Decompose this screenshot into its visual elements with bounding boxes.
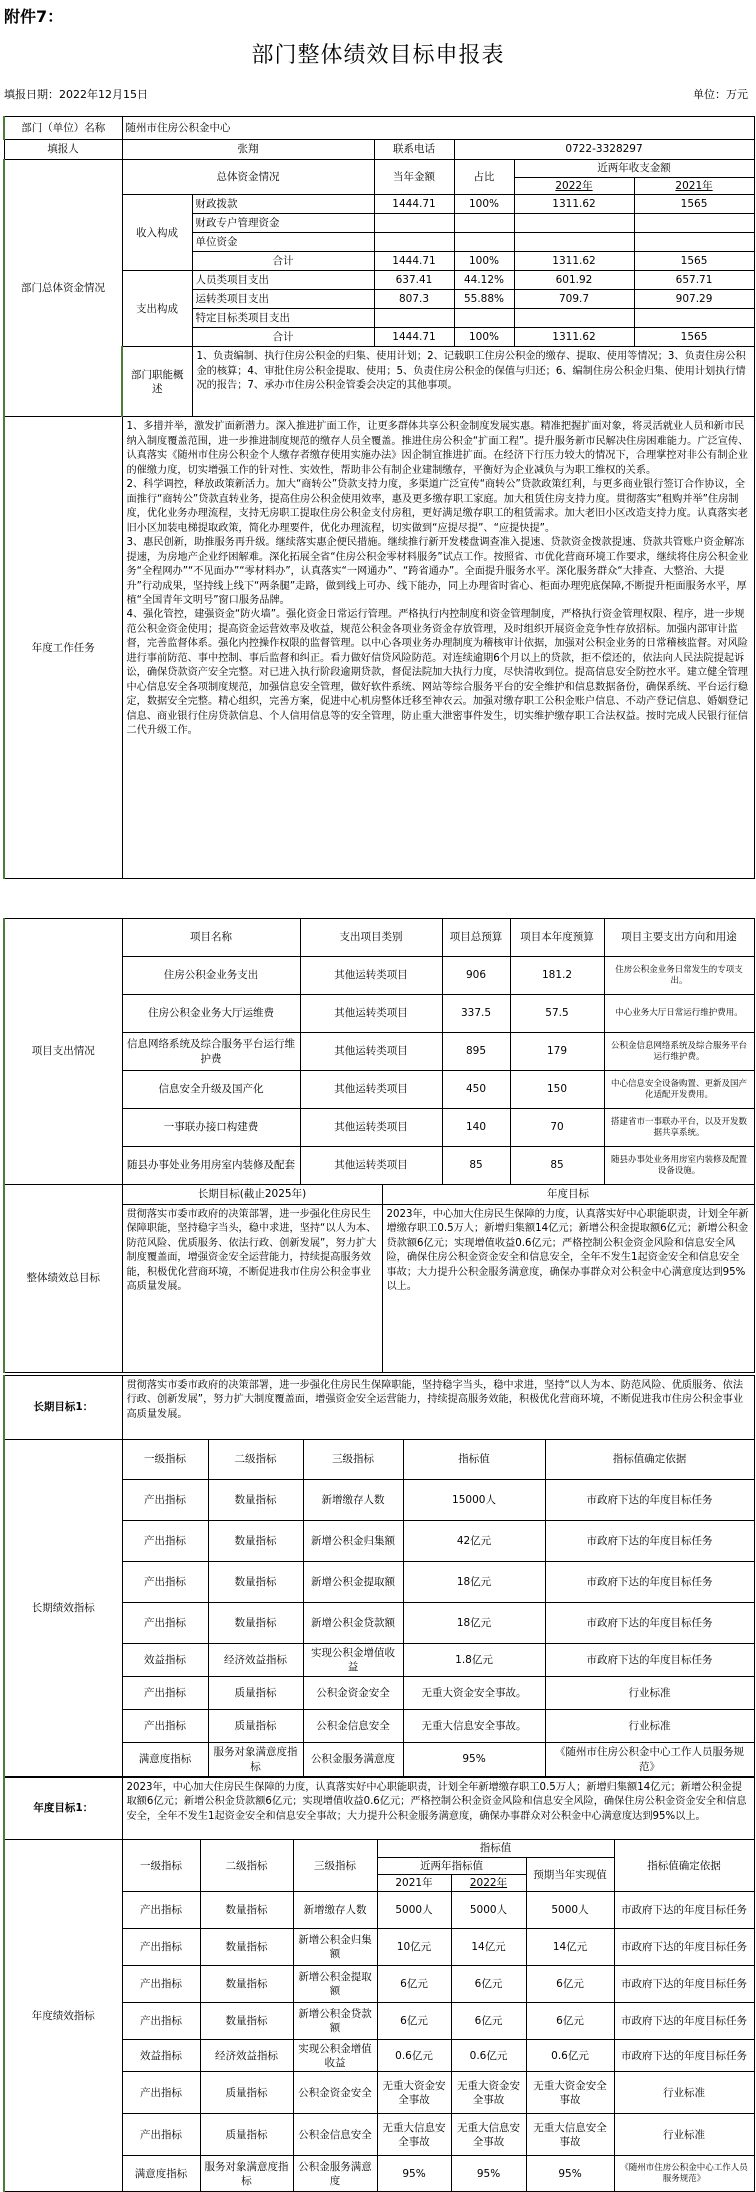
project-name: 一事联办接口构建费 [122, 1109, 300, 1147]
indicator-value: 无重大信息安全事故。 [403, 1710, 545, 1743]
indicator-basis: 市政府下达的年度目标任务 [545, 1521, 754, 1562]
project-type: 其他运转类项目 [300, 1071, 442, 1109]
indicator-basis: 行业标准 [545, 1677, 754, 1710]
level1-header: 一级指标 [122, 1840, 200, 1892]
indicator-basis: 《随州市住房公积金中心工作人员服务规范》 [614, 2156, 754, 2192]
level3: 新增公积金归集额 [303, 1521, 403, 1562]
income-2022 [514, 214, 634, 233]
income-2022: 1311.62 [514, 252, 634, 271]
long-goal-row [4, 1376, 754, 1440]
level1: 产出指标 [122, 1892, 200, 1929]
project-name-header: 项目名称 [122, 919, 300, 957]
value-plan: 14亿元 [526, 1929, 614, 1966]
project-year: 150 [510, 1071, 604, 1109]
project-year: 57.5 [510, 995, 604, 1033]
value-2022: 无重大资金安全事故 [451, 2072, 526, 2114]
level1: 产出指标 [122, 1603, 208, 1644]
expense-ratio: 44.12% [454, 271, 514, 290]
indicator-basis: 市政府下达的年度目标任务 [545, 1603, 754, 1644]
expense-2021: 657.71 [634, 271, 754, 290]
level2: 质量指标 [200, 2072, 293, 2114]
income-amount [374, 233, 454, 252]
expense-name: 人员类项目支出 [192, 271, 374, 290]
project-name: 住房公积金业务支出 [122, 957, 300, 995]
value-header: 指标值 [403, 1440, 545, 1480]
year-2022-header: 2022年 [451, 1875, 526, 1892]
level2: 质量指标 [200, 2114, 293, 2156]
level3: 公积金信息安全 [293, 2114, 377, 2156]
project-type: 其他运转类项目 [300, 1033, 442, 1071]
year-2021-header: 2021年 [377, 1875, 451, 1892]
project-total: 337.5 [442, 995, 510, 1033]
indicator-value: 42亿元 [403, 1521, 545, 1562]
duty-text: 1、负责编制、执行住房公积金的归集、使用计划；2、记载职工住房公积金的缴存、提取、使用等情况；3、负责住房公积金的核算；4、审批住房公积金提取、使用；5、负责住房公积金的保值与归还；6、编制住房公积金归集、使用计划执行情况的报告；7、承办市住房公积金管委会决定的其他事项。 [192, 347, 754, 417]
indicator-value: 无重大资金安全事故。 [403, 1677, 545, 1710]
expense-ratio: 55.88% [454, 290, 514, 309]
funds-amount-header: 当年金额 [374, 160, 454, 195]
indicator-basis: 行业标准 [614, 2114, 754, 2156]
income-2021: 1565 [634, 252, 754, 271]
project-dir: 中心业务大厅日常运行维护费用。 [604, 995, 754, 1033]
level3: 实现公积金增值收益 [303, 1644, 403, 1677]
long-goal-label: 长期目标1： [4, 1376, 122, 1440]
long-goal-text: 贯彻落实市委市政府的决策部署，进一步强化住房民生保障职能，坚持稳字当头，稳中求进，坚持“以人为本、防范风险、优质服务、依法行政、创新发展”，努力扩大制度覆盖面，增强资金安全运营能力，持续提高服务效能，积极优化营商环境，不断促进我市住房公积金事业高质量发展。 [122, 1376, 754, 1440]
level2: 数量指标 [200, 2003, 293, 2040]
level1: 产出指标 [122, 2003, 200, 2040]
overall-label: 整体绩效总目标 [4, 1185, 122, 1373]
level3: 新增缴存人数 [293, 1892, 377, 1929]
value-2021: 0.6亿元 [377, 2040, 451, 2072]
income-2021 [634, 214, 754, 233]
level2-header: 二级指标 [200, 1840, 293, 1892]
indicator-value: 18亿元 [403, 1603, 545, 1644]
income-ratio: 100% [454, 252, 514, 271]
level1: 满意度指标 [122, 2156, 200, 2192]
overall-header-row [4, 1185, 754, 1205]
value-2021: 无重大资金安全事故 [377, 2072, 451, 2114]
year-goal-row [4, 1778, 754, 1840]
value-plan: 6亿元 [526, 2003, 614, 2040]
value-2022: 95% [451, 2156, 526, 2192]
project-year: 70 [510, 1109, 604, 1147]
expense-name: 合计 [192, 328, 374, 347]
level2: 数量指标 [208, 1603, 303, 1644]
income-amount [374, 214, 454, 233]
project-type: 其他运转类项目 [300, 1109, 442, 1147]
level3: 新增公积金贷款额 [303, 1603, 403, 1644]
basis-header: 指标值确定依据 [614, 1840, 754, 1892]
expense-2021: 1565 [634, 328, 754, 347]
project-dir: 搭建省市一事联办平台，以及开发数据共享系统。 [604, 1109, 754, 1147]
year-goal-text: 2023年，中心加大住房民生保障的力度，认真落实好中心职能职责，计划全年新增缴存职工0.5万人；新增归集额14亿元；新增公积金提取额6亿元；新增公积金贷款额6亿元；实现增值收益0.6亿元；严格控制公积金资金风险和信息安全风险，确保住房公积金资金安全和信息安全，全年不发生1起资金安全和信息安全事故；大力提升公积金服务满意度，确保办事群众对公积金中心满意度达到95%以上。 [122, 1778, 754, 1840]
expense-amount: 637.41 [374, 271, 454, 290]
level2: 质量指标 [208, 1677, 303, 1710]
indicator-basis: 市政府下达的年度目标任务 [614, 2040, 754, 2072]
main-table [3, 116, 755, 879]
income-ratio [454, 214, 514, 233]
recent-header: 近两年指标值 [377, 1858, 526, 1875]
level3: 公积金资金安全 [303, 1677, 403, 1710]
indicator-basis: 市政府下达的年度目标任务 [614, 1966, 754, 2003]
dept-label: 部门（单位）名称 [4, 117, 122, 140]
project-total: 906 [442, 957, 510, 995]
annex-label: 附件7： [4, 7, 64, 26]
value-2021: 10亿元 [377, 1929, 451, 1966]
expense-2022: 1311.62 [514, 328, 634, 347]
level3: 公积金服务满意度 [293, 2156, 377, 2192]
project-total: 85 [442, 1147, 510, 1185]
income-ratio: 100% [454, 195, 514, 214]
year-goal-table [3, 1777, 755, 2192]
projects-label: 项目支出情况 [4, 919, 122, 1185]
project-dir: 住房公积金业务日常发生的专项支出。 [604, 957, 754, 995]
long-term-text: 贯彻落实市委市政府的决策部署，进一步强化住房民生保障职能，坚持稳字当头，稳中求进，坚持“以人为本、防范风险、优质服务、依法行政、创新发展”，努力扩大制度覆盖面，增强资金安全运营能力，持续提高服务效能，积极优化营商环境，不断促进我市住房公积金事业高质量发展。 [122, 1205, 382, 1373]
project-year: 179 [510, 1033, 604, 1071]
year-indicator-label: 年度绩效指标 [4, 1840, 122, 2192]
project-dir: 中心信息安全设备购置、更新及国产化适配开发费用。 [604, 1071, 754, 1109]
expense-2021 [634, 309, 754, 328]
project-type: 其他运转类项目 [300, 957, 442, 995]
plan-header: 预期当年实现值 [526, 1858, 614, 1892]
value-2021: 6亿元 [377, 2003, 451, 2040]
fill-date: 填报日期：2022年12月15日 [4, 88, 148, 101]
value-plan: 6亿元 [526, 1966, 614, 2003]
indicator-basis: 市政府下达的年度目标任务 [614, 1929, 754, 1966]
level3: 新增公积金提取额 [293, 1966, 377, 2003]
income-name: 财政专户管理资金 [192, 214, 374, 233]
task-paragraph: 3、惠民创新，助推服务再升级。继续落实惠企便民措施。继续推行新开发楼盘调查准入提速、贷款资金拨款提速、贷款共管账户资金解冻提速，为房地产企业纾困解难。深化拓展全省“住房公积金零材料服务”试点工作。按照省、市优化营商环境工作要求，继续将住房公积金业务“全程网办”“不见面办”“零材料办”，认真落实“一网通办”、“跨省通办”。全面提升服务水平。深化服务群众“大排查、大整治、大提升”行动成果，坚持线上线下“两条腿”走路，做到线上可办、线下能办，同上办理省时省心、柜面办理兜底保障,不断提升柜面服务水平，厚植“全国青年文明号”窗口服务品牌。 [126, 537, 749, 606]
level2: 数量指标 [200, 1892, 293, 1929]
long-term-header: 长期目标(截止2025年) [122, 1185, 382, 1205]
funds-section-label: 部门总体资金情况 [4, 160, 122, 417]
level3: 公积金资金安全 [293, 2072, 377, 2114]
level2: 经济效益指标 [200, 2040, 293, 2072]
expense-2022 [514, 309, 634, 328]
value-plan: 无重大资金安全事故 [526, 2072, 614, 2114]
level2: 服务对象满意度指标 [200, 2156, 293, 2192]
funds-header-row [4, 160, 754, 178]
task-paragraph: 4、强化管控，建强资金“防火墙”。强化资金日常运行管理。严格执行内控制度和资金管理制度，严格执行资金管理权限、程序，进一步规范公积金资金使用；提高资金运营效率及收益，规范公积金各项业务资金存放管理，及时组织开展资金竞争性存放招标。加强内部审计监督，完善监督体系。强化内控操作权限的监督管理。以中心各项业务办理制度为稽核审计依据，加强对公积金业务的日常稽核监督。对风险进行事前防范、事中控制、事后监督和纠正。看力做好信贷风险防范。对连续逾期6个月以上的贷款，拒不偿还的，依法向人民法院提起诉讼，确保贷款资产安全完整。对已进入执行阶段逾期贷款，督促法院加大执行力度，尽快清收到位。提高信息安全防控水平。建立健全管理中心信息安全各项制度规范，加强信息安全管理，做好软件系统、网站等综合服务平台的安全维护和信息数据备份，确保系统、平台运行稳定，数据安全完整。精心组织，完善方案，促进中心机房整体迁移至神农云。加强对缴存职工公积金账户信息、不动产登记信息、婚姻登记信息、商业银行住房贷款信息、个人信用信息等的安全管理，防止重大泄密事件发生，切实维护缴存职工合法权益。按时完成人民银行征信二代升级工作。 [126, 609, 748, 737]
income-name: 财政拨款 [192, 195, 374, 214]
value-plan: 5000人 [526, 1892, 614, 1929]
level2: 数量指标 [208, 1480, 303, 1521]
level2: 质量指标 [208, 1710, 303, 1743]
indicator-value: 18亿元 [403, 1562, 545, 1603]
project-dir: 随县办事处业务用房室内装修及配置设备设施。 [604, 1147, 754, 1185]
level1: 产出指标 [122, 2072, 200, 2114]
expense-2022: 709.7 [514, 290, 634, 309]
level2: 数量指标 [208, 1562, 303, 1603]
level3: 公积金信息安全 [303, 1710, 403, 1743]
level1: 产出指标 [122, 1966, 200, 2003]
level3: 实现公积金增值收益 [293, 2040, 377, 2072]
value-2021: 6亿元 [377, 1966, 451, 2003]
expense-label: 支出构成 [122, 271, 192, 347]
project-name: 信息安全升级及国产化 [122, 1071, 300, 1109]
value-2022: 14亿元 [451, 1929, 526, 1966]
income-name: 合计 [192, 252, 374, 271]
indicator-basis: 行业标准 [614, 2072, 754, 2114]
level1: 产出指标 [122, 1677, 208, 1710]
indicator-value: 1.8亿元 [403, 1644, 545, 1677]
project-year-header: 项目本年度预算 [510, 919, 604, 957]
projects-table [3, 918, 755, 1185]
filler-row [4, 140, 754, 160]
project-total: 450 [442, 1071, 510, 1109]
level2: 数量指标 [200, 1929, 293, 1966]
value-plan: 95% [526, 2156, 614, 2192]
income-2021 [634, 233, 754, 252]
level3: 新增缴存人数 [303, 1480, 403, 1521]
dept-row [4, 117, 754, 140]
level2-header: 二级指标 [208, 1440, 303, 1480]
level1-header: 一级指标 [122, 1440, 208, 1480]
projects-header-row [4, 919, 754, 957]
project-total: 895 [442, 1033, 510, 1071]
level1: 满意度指标 [122, 1743, 208, 1777]
unit-label: 单位：万元 [693, 88, 748, 101]
expense-name: 特定目标类项目支出 [192, 309, 374, 328]
project-total-header: 项目总预算 [442, 919, 510, 957]
level3: 新增公积金提取额 [303, 1562, 403, 1603]
filler-value: 张翔 [122, 140, 374, 160]
filler-label: 填报人 [4, 140, 122, 160]
year-header-row [4, 1840, 754, 1858]
level1: 产出指标 [122, 2114, 200, 2156]
project-dir: 公积金信息网络系统及综合服务平台运行维护费。 [604, 1033, 754, 1071]
value-header: 指标值 [377, 1840, 614, 1858]
duty-label: 部门职能概述 [122, 347, 192, 417]
project-total: 140 [442, 1109, 510, 1147]
value-2021: 95% [377, 2156, 451, 2192]
project-name: 随县办事处业务用房室内装修及配套 [122, 1147, 300, 1185]
level2: 服务对象满意度指标 [208, 1743, 303, 1777]
level1: 产出指标 [122, 1929, 200, 1966]
expense-ratio [454, 309, 514, 328]
year-goal-header: 年度目标 [382, 1185, 754, 1205]
income-label: 收入构成 [122, 195, 192, 271]
tasks-text [122, 417, 754, 879]
level2: 数量指标 [208, 1521, 303, 1562]
form-title: 部门整体绩效目标申报表 [251, 43, 505, 68]
indicator-basis: 《随州市住房公积金中心工作人员服务规范》 [545, 1743, 754, 1777]
long-indicator-label: 长期绩效指标 [4, 1440, 122, 1777]
expense-ratio: 100% [454, 328, 514, 347]
value-2022: 6亿元 [451, 1966, 526, 2003]
tasks-label: 年度工作任务 [4, 417, 122, 879]
year-goal-label: 年度目标1： [4, 1778, 122, 1840]
project-dir-header: 项目主要支出方向和用途 [604, 919, 754, 957]
level2: 经济效益指标 [208, 1644, 303, 1677]
indicator-value: 15000人 [403, 1480, 545, 1521]
indicator-basis: 市政府下达的年度目标任务 [614, 2003, 754, 2040]
expense-amount: 1444.71 [374, 328, 454, 347]
indicator-basis: 市政府下达的年度目标任务 [545, 1562, 754, 1603]
indicator-basis: 市政府下达的年度目标任务 [545, 1480, 754, 1521]
level1: 产出指标 [122, 1521, 208, 1562]
indicator-value: 95% [403, 1743, 545, 1777]
project-year: 181.2 [510, 957, 604, 995]
level3: 新增公积金归集额 [293, 1929, 377, 1966]
indicator-basis: 市政府下达的年度目标任务 [545, 1644, 754, 1677]
funds-recent-header: 近两年收支金额 [514, 160, 754, 178]
value-plan: 0.6亿元 [526, 2040, 614, 2072]
project-year: 85 [510, 1147, 604, 1185]
expense-amount [374, 309, 454, 328]
expense-2022: 601.92 [514, 271, 634, 290]
phone-value: 0722-3328297 [454, 140, 754, 160]
indicator-basis: 行业标准 [545, 1710, 754, 1743]
task-paragraph: 1、多措并举，激发扩面新潜力。深入推进扩面工作，让更多群体共享公积金制度发展实惠。精准把握扩面对象，将灵活就业人员和新市民纳入制度覆盖范围，进一步推进制度规范的缴存人员全覆盖。推进住房公积金“扩面工程”。提升服务新市民解决住房困难能力。广泛宣传、认真落实《随州市住房公积金个人缴存者缴存使用实施办法》因企制宜推进扩面。在经济下行压力较大的情况下，合理掌控对非公有制企业的催缴力度，切实增强工作的针对性、实效性，帮助非公有制企业建制缴存，平衡好为企业减负与为职工维权的关系。 [126, 421, 749, 476]
basis-header: 指标值确定依据 [545, 1440, 754, 1480]
project-type-header: 支出项目类别 [300, 919, 442, 957]
phone-label: 联系电话 [374, 140, 454, 160]
level2: 数量指标 [200, 1966, 293, 2003]
level1: 产出指标 [122, 1562, 208, 1603]
income-2022: 1311.62 [514, 195, 634, 214]
project-type: 其他运转类项目 [300, 995, 442, 1033]
long-goal-table [3, 1375, 755, 1777]
level1: 效益指标 [122, 2040, 200, 2072]
long-indicator-header-row [4, 1440, 754, 1480]
value-2022: 无重大信息安全事故 [451, 2114, 526, 2156]
funds-ratio-header: 占比 [454, 160, 514, 195]
indicator-basis: 市政府下达的年度目标任务 [614, 1892, 754, 1929]
tasks-row [4, 417, 754, 879]
level3: 新增公积金贷款额 [293, 2003, 377, 2040]
value-2022: 6亿元 [451, 2003, 526, 2040]
task-paragraph: 2、科学调控，释放政策新活力。加大“商转公”贷款支持力度，多渠道广泛宣传“商转公”贷款政策红利，与更多商业银行签订合作协议，全面推行“商转公”贷款直转业务，提高住房公积金使用效率，惠及更多缴存职工家庭。加大租赁住房支持力度。贯彻落实“租购并举”住房制度，优化业务办理流程，支持无房职工提取住房公积金支付房租，更好满足缴存职工的租赁需求。加大老旧小区改造支持力度。认真落实老旧小区加装电梯提取政策，简化办理要件，优化办理流程，切实做到“应提尽提”、“应提快提”。 [126, 479, 748, 534]
value-2021: 5000人 [377, 1892, 451, 1929]
year-2022-header: 2022年 [514, 178, 634, 195]
project-name: 住房公积金业务大厅运维费 [122, 995, 300, 1033]
expense-name: 运转类项目支出 [192, 290, 374, 309]
value-plan: 无重大信息安全事故 [526, 2114, 614, 2156]
value-2022: 0.6亿元 [451, 2040, 526, 2072]
level1: 效益指标 [122, 1644, 208, 1677]
funds-total-header: 总体资金情况 [122, 160, 374, 195]
level3-header: 三级指标 [293, 1840, 377, 1892]
dept-value: 随州市住房公积金中心 [122, 117, 754, 140]
expense-2021: 907.29 [634, 290, 754, 309]
year-goal-text: 2023年，中心加大住房民生保障的力度，认真落实好中心职能职责，计划全年新增缴存职工0.5万人；新增归集额14亿元；新增公积金提取额6亿元；新增公积金贷款额6亿元；实现增值收益0.6亿元；严格控制公积金资金风险和信息安全风险，确保住房公积金资金安全和信息安全，全年不发生1起资金安全和信息安全事故；大力提升公积金服务满意度，确保办事群众对公积金中心满意度达到95%以上。 [382, 1205, 754, 1373]
income-amount: 1444.71 [374, 195, 454, 214]
project-name: 信息网络系统及综合服务平台运行维护费 [122, 1033, 300, 1071]
income-amount: 1444.71 [374, 252, 454, 271]
income-2021: 1565 [634, 195, 754, 214]
project-type: 其他运转类项目 [300, 1147, 442, 1185]
value-2021: 无重大信息安全事故 [377, 2114, 451, 2156]
level1: 产出指标 [122, 1710, 208, 1743]
level3: 公积金服务满意度 [303, 1743, 403, 1777]
value-2022: 5000人 [451, 1892, 526, 1929]
income-ratio [454, 233, 514, 252]
level3-header: 三级指标 [303, 1440, 403, 1480]
year-2021-header: 2021年 [634, 178, 754, 195]
level1: 产出指标 [122, 1480, 208, 1521]
income-name: 单位资金 [192, 233, 374, 252]
income-2022 [514, 233, 634, 252]
overall-table [3, 1184, 755, 1373]
expense-amount: 807.3 [374, 290, 454, 309]
